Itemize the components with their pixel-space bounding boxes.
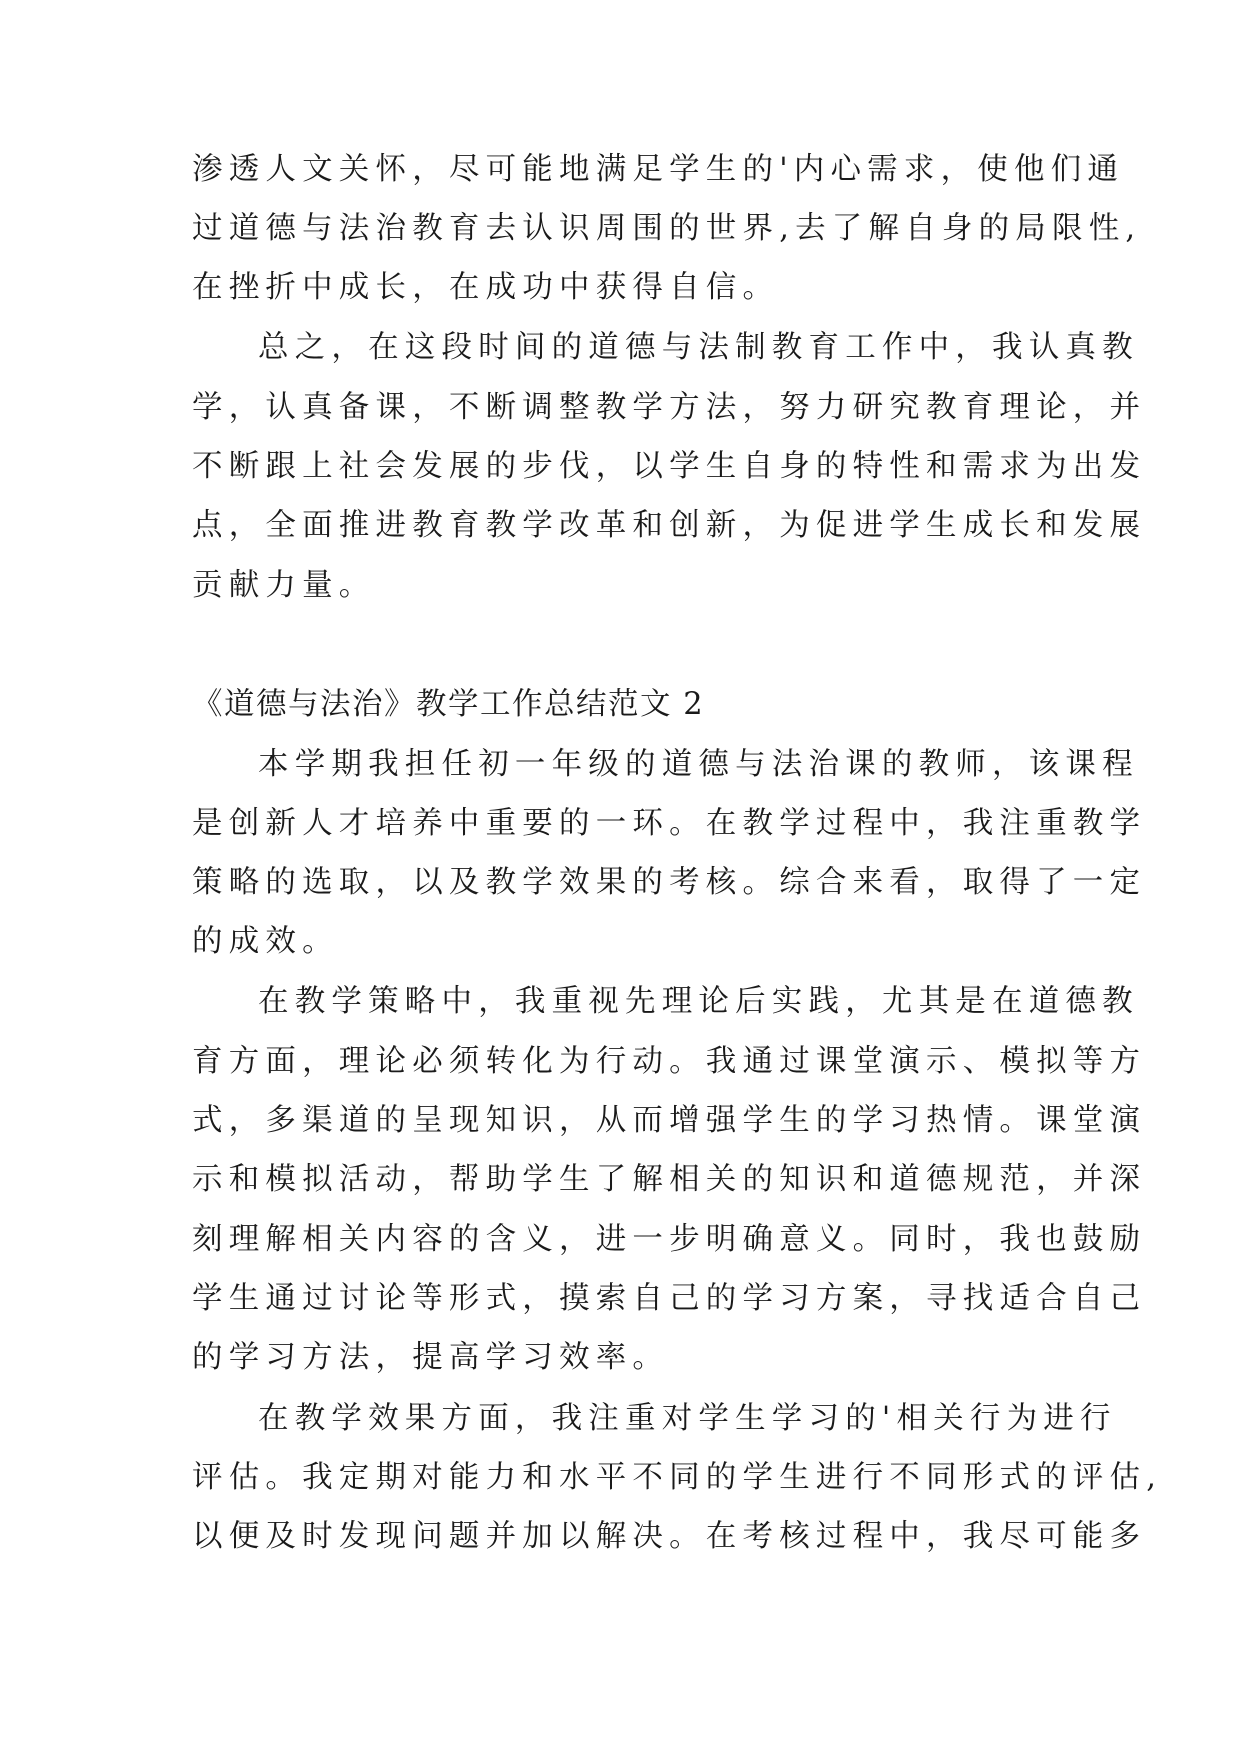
text-line: 渗透人文关怀，尽可能地满足学生的'内心需求，使他们通 <box>192 152 1125 187</box>
text-line: 过道德与法治教育去认识周围的世界,去了解自身的局限性, <box>192 211 1142 246</box>
text-line: 在教学策略中，我重视先理论后实践，尤其是在道德教 <box>258 984 1139 1019</box>
text-line: 的学习方法，提高学习效率。 <box>192 1340 670 1375</box>
text-line: 学，认真备课，不断调整教学方法，努力研究教育理论，并 <box>192 390 1147 425</box>
text-line: 的成效。 <box>192 924 339 959</box>
text-line: 点，全面推进教育教学改革和创新，为促进学生成长和发展 <box>192 508 1147 543</box>
text-line: 示和模拟活动，帮助学生了解相关的知识和道德规范，并深 <box>192 1162 1147 1197</box>
text-line: 不断跟上社会发展的步伐，以学生自身的特性和需求为出发 <box>192 449 1147 484</box>
text-line: 本学期我担任初一年级的道德与法治课的教师，该课程 <box>258 747 1139 782</box>
text-line: 在挫折中成长，在成功中获得自信。 <box>192 270 780 305</box>
text-line: 育方面，理论必须转化为行动。我通过课堂演示、模拟等方 <box>192 1044 1147 1079</box>
section-title: 《道德与法治》教学工作总结范文 2 <box>192 687 705 722</box>
text-line: 学生通过讨论等形式，摸索自己的学习方案，寻找适合自己 <box>192 1281 1147 1316</box>
text-line: 在教学效果方面，我注重对学生学习的'相关行为进行 <box>258 1401 1117 1436</box>
text-line: 是创新人才培养中重要的一环。在教学过程中，我注重教学 <box>192 806 1147 841</box>
text-line: 总之，在这段时间的道德与法制教育工作中，我认真教 <box>258 330 1139 365</box>
text-line: 评估。我定期对能力和水平不同的学生进行不同形式的评估, <box>192 1460 1163 1495</box>
text-line: 以便及时发现问题并加以解决。在考核过程中，我尽可能多 <box>192 1519 1147 1554</box>
text-line: 式，多渠道的呈现知识，从而增强学生的学习热情。课堂演 <box>192 1103 1147 1138</box>
text-line: 贡献力量。 <box>192 568 376 603</box>
text-line: 刻理解相关内容的含义，进一步明确意义。同时，我也鼓励 <box>192 1222 1147 1257</box>
text-line: 策略的选取，以及教学效果的考核。综合来看，取得了一定 <box>192 865 1147 900</box>
